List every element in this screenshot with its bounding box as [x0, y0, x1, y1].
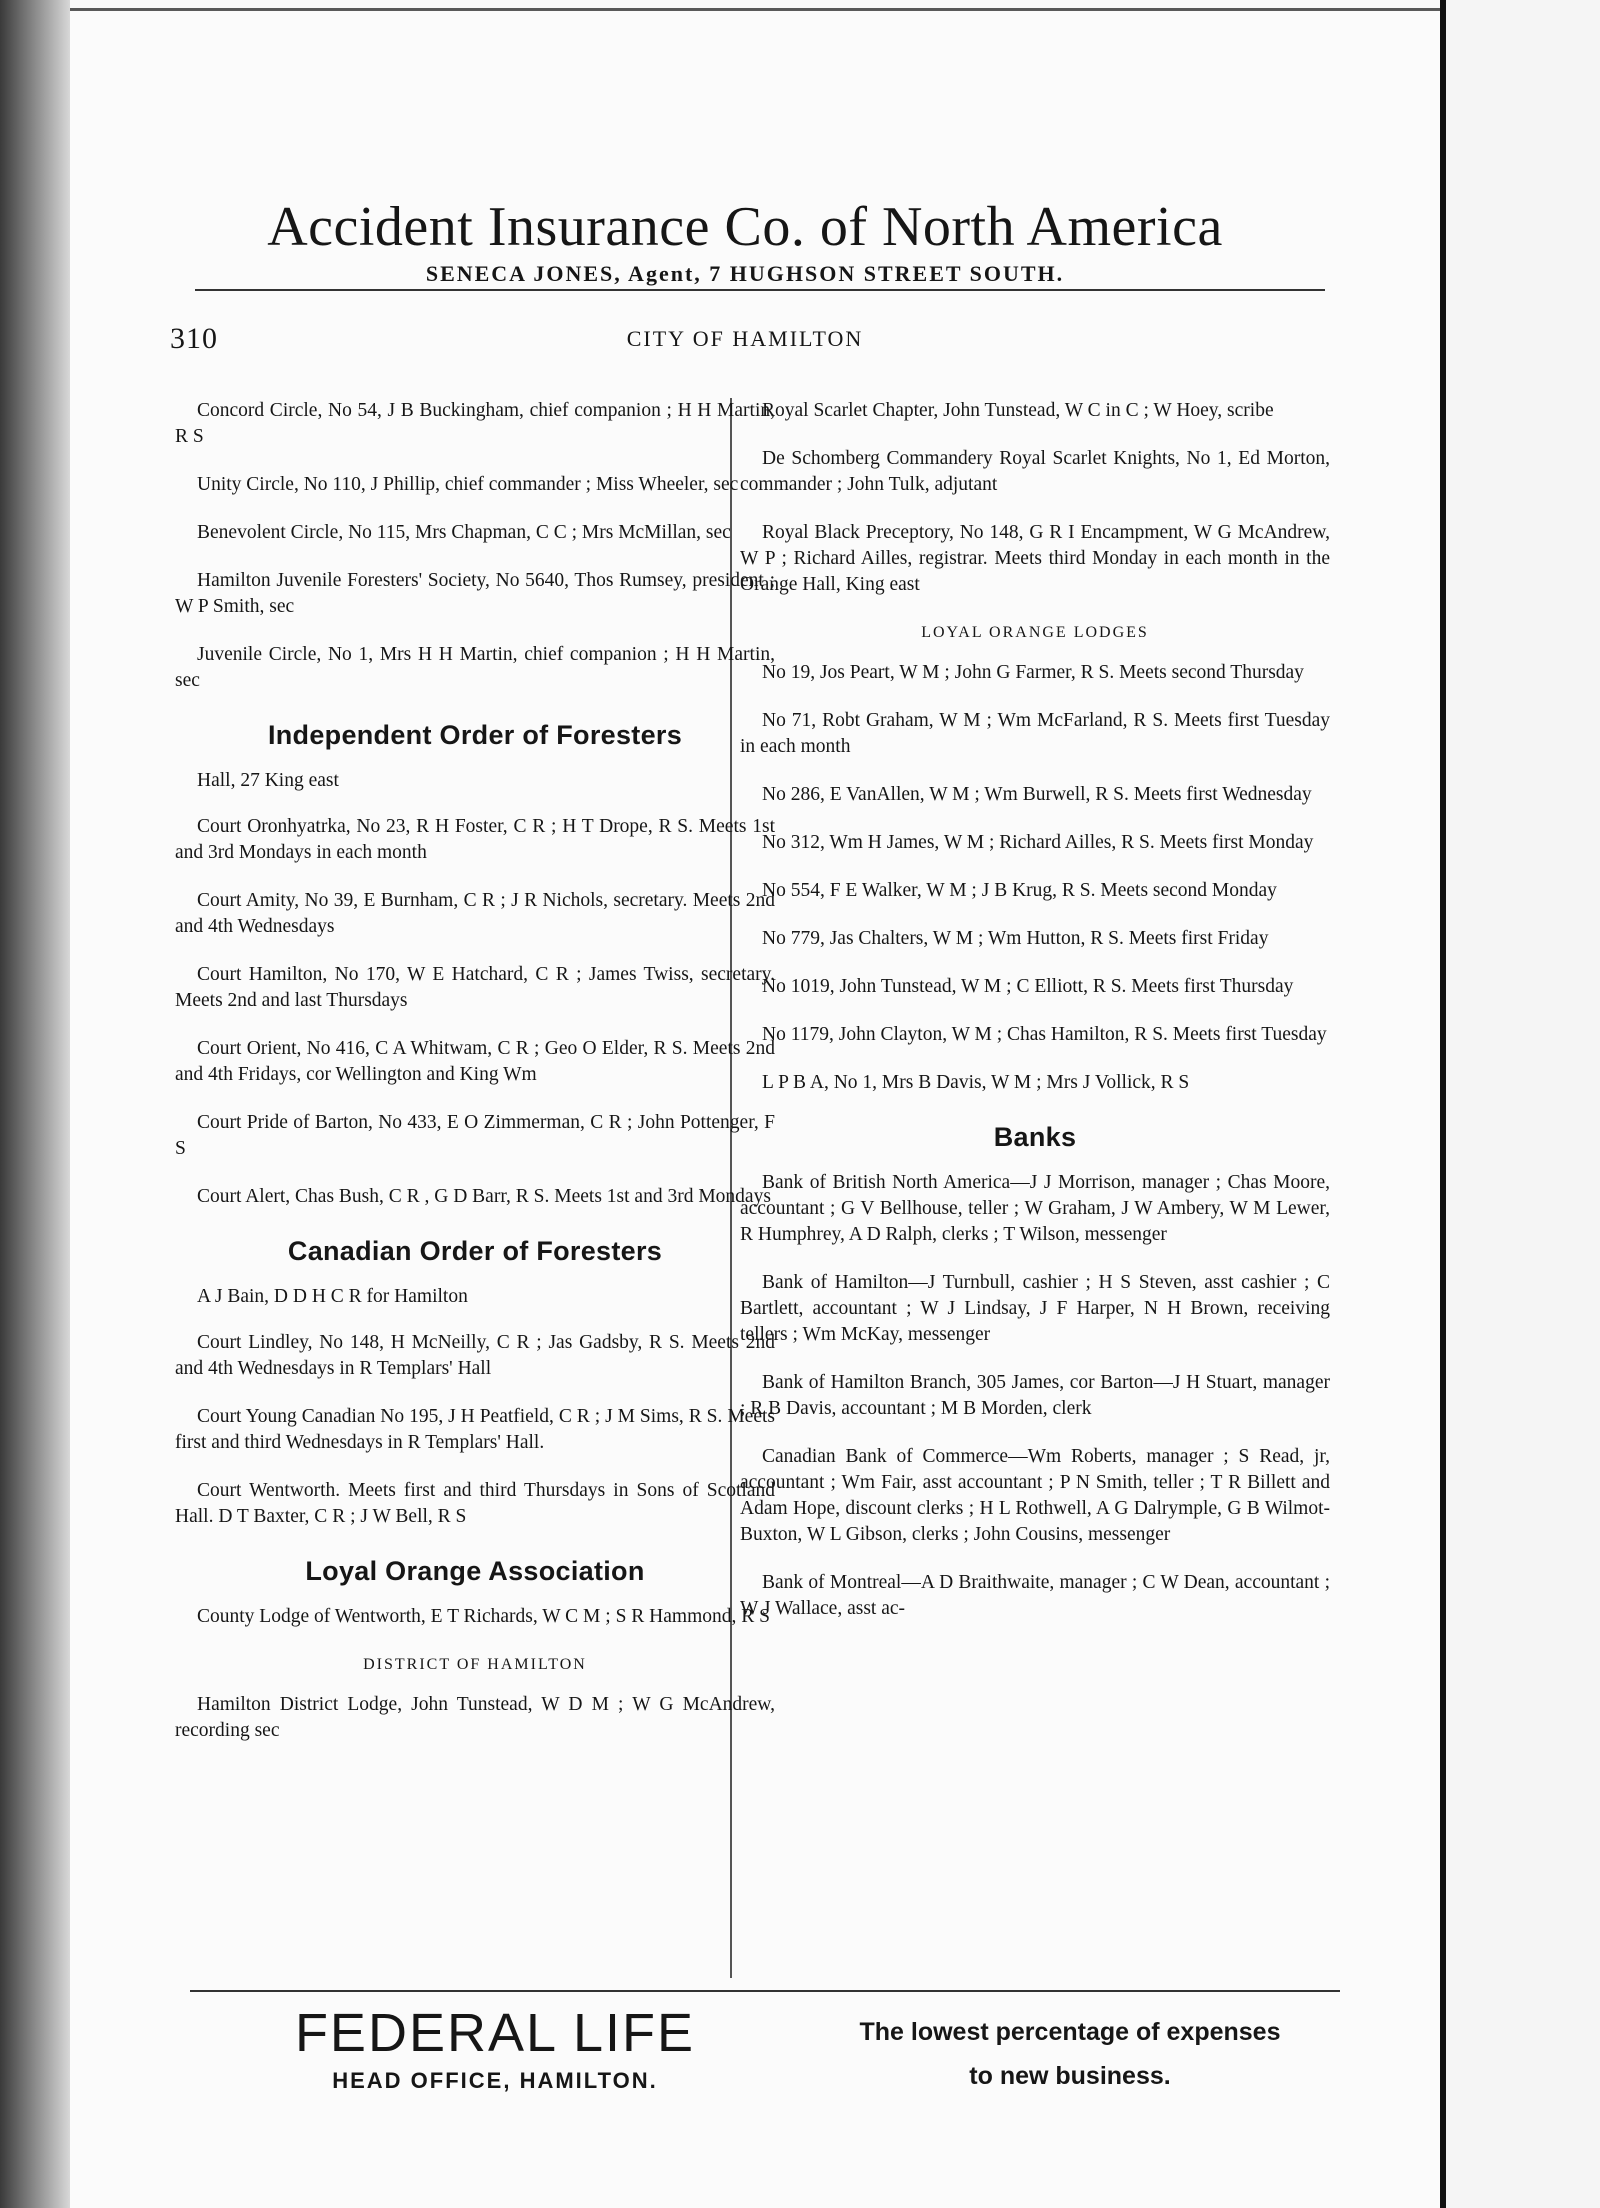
list-item: No 1179, John Clayton, W M ; Chas Hamilton, R S. Meets first Tuesday — [762, 1024, 1327, 1045]
page-number: 310 — [170, 322, 218, 355]
bottom-left-advertisement — [200, 2002, 790, 2094]
bottom-right-advertisement — [790, 2010, 1350, 2098]
list-item: No 779, Jas Chalters, W M ; Wm Hutton, R S. Meets first Friday — [762, 928, 1269, 949]
binding-shadow — [0, 0, 70, 2208]
section-heading-cof: Canadian Order of Foresters — [287, 1236, 663, 1266]
list-item: Hamilton District Lodge, John Tunstead, W D M ; W G McAndrew, recording sec — [175, 1694, 775, 1741]
district-subheading: DISTRICT OF HAMILTON — [363, 1656, 587, 1673]
list-item: Bank of Hamilton—J Turnbull, cashier ; H S Steven, asst cashier ; C Bartlett, accountant ; W J Lindsay, J F Harper, N H Brown, receiving tellers ; Wm McKay, messenger — [740, 1272, 1330, 1345]
list-item: Court Hamilton, No 170, W E Hatchard, C R ; James Twiss, secretary. Meets 2nd and last Thursdays — [175, 964, 775, 1011]
page-edge-line — [1440, 0, 1446, 2208]
list-item: Court Amity, No 39, E Burnham, C R ; J R Nichols, secretary. Meets 2nd and 4th Wednesdays — [175, 890, 775, 937]
list-item: Court Orient, No 416, C A Whitwam, C R ; Geo O Elder, R S. Meets 2nd and 4th Fridays, cor Wellington and King Wm — [175, 1038, 775, 1085]
list-item: Canadian Bank of Commerce—Wm Roberts, manager ; S Read, jr, accountant ; Wm Fair, asst accountant ; P N Smith, teller ; T R Billett and Adam Hope, discount clerks ; H L Rothwell, A G Dalrymple, G B Wilmot-Buxton, W L Gibson, clerks ; John Cousins, messenger — [740, 1446, 1330, 1545]
left-column — [175, 398, 775, 1766]
list-item: No 286, E VanAllen, W M ; Wm Burwell, R S. Meets first Wednesday — [762, 784, 1312, 805]
list-item: Royal Black Preceptory, No 148, G R I Encampment, W G McAndrew, W P ; Richard Ailles, registrar. Meets third Monday in each month in the Orange Hall, King east — [740, 522, 1330, 595]
right-column — [740, 398, 1330, 1644]
list-item: No 71, Robt Graham, W M ; Wm McFarland, R S. Meets first Tuesday in each month — [740, 710, 1330, 757]
list-item: No 554, F E Walker, W M ; J B Krug, R S. Meets second Monday — [762, 880, 1277, 901]
adjacent-page-edge — [1436, 0, 1600, 2208]
iof-hall: Hall, 27 King east — [197, 770, 339, 791]
page-top-line — [70, 8, 1440, 11]
list-item: Court Alert, Chas Bush, C R , G D Barr, R S. Meets 1st and 3rd Mondays — [197, 1186, 771, 1207]
list-item: Benevolent Circle, No 115, Mrs Chapman, C C ; Mrs McMillan, sec — [197, 522, 731, 543]
list-item: Court Pride of Barton, No 433, E O Zimmerman, C R ; John Pottenger, F S — [175, 1112, 775, 1159]
list-item: L P B A, No 1, Mrs B Davis, W M ; Mrs J Vollick, R S — [762, 1072, 1190, 1093]
list-item: No 312, Wm H James, W M ; Richard Ailles, R S. Meets first Monday — [762, 832, 1314, 853]
list-item: Bank of British North America—J J Morrison, manager ; Chas Moore, accountant ; G V Bellhouse, teller ; W Graham, J W Ambery, W M Lewer, R Humphrey, A D Ralph, clerks ; T Wilson, messenger — [740, 1172, 1330, 1245]
bottom-ad-title: FEDERAL LIFE — [294, 2003, 696, 2063]
list-item: Hamilton Juvenile Foresters' Society, No 5640, Thos Rumsey, president ; W P Smith, sec — [175, 570, 775, 617]
list-item: Bank of Montreal—A D Braithwaite, manager ; C W Dean, accountant ; W J Wallace, asst ac- — [740, 1572, 1330, 1619]
top-rule — [195, 289, 1325, 291]
bottom-ad-subtitle: HEAD OFFICE, HAMILTON. — [332, 2068, 658, 2093]
top-advertisement — [170, 195, 1320, 287]
list-item: No 1019, John Tunstead, W M ; C Elliott, R S. Meets first Thursday — [762, 976, 1294, 997]
list-item: Court Oronhyatrka, No 23, R H Foster, C R ; H T Drope, R S. Meets 1st and 3rd Mondays in each month — [175, 816, 775, 863]
list-item: No 19, Jos Peart, W M ; John G Farmer, R S. Meets second Thursday — [762, 662, 1304, 683]
list-item: Concord Circle, No 54, J B Buckingham, chief companion ; H H Martin, R S — [175, 400, 775, 447]
running-title: CITY OF HAMILTON — [626, 326, 864, 351]
list-item: De Schomberg Commandery Royal Scarlet Knights, No 1, Ed Morton, commander ; John Tulk, adjutant — [740, 448, 1330, 495]
list-item: Juvenile Circle, No 1, Mrs H H Martin, chief companion ; H H Martin, sec — [175, 644, 775, 691]
section-heading-iof: Independent Order of Foresters — [267, 720, 683, 750]
list-item: County Lodge of Wentworth, E T Richards, W C M ; S R Hammond, R S — [197, 1606, 770, 1627]
top-ad-title: Accident Insurance Co. of North America — [267, 196, 1223, 258]
list-item: Court Young Canadian No 195, J H Peatfield, C R ; J M Sims, R S. Meets first and third Wednesdays in R Templars' Hall. — [175, 1406, 775, 1453]
section-heading-banks: Banks — [993, 1122, 1077, 1152]
lodges-subheading: LOYAL ORANGE LODGES — [921, 624, 1149, 641]
bottom-rule — [190, 1990, 1340, 1992]
list-item: Royal Scarlet Chapter, John Tunstead, W C in C ; W Hoey, scribe — [762, 400, 1274, 421]
section-heading-loa: Loyal Orange Association — [305, 1556, 645, 1586]
bottom-right-line-1: The lowest percentage of expenses — [859, 2018, 1281, 2046]
list-item: Bank of Hamilton Branch, 305 James, cor Barton—J H Stuart, manager ; R B Davis, accountant ; M B Morden, clerk — [740, 1372, 1330, 1419]
list-item: Court Wentworth. Meets first and third Thursdays in Sons of Scotland Hall. D T Baxter, C R ; J W Bell, R S — [175, 1480, 775, 1527]
running-head — [170, 322, 1320, 354]
top-ad-subtitle: SENECA JONES, Agent, 7 HUGHSON STREET SOUTH. — [425, 261, 1065, 286]
list-item: Unity Circle, No 110, J Phillip, chief commander ; Miss Wheeler, sec — [197, 474, 739, 495]
cof-intro: A J Bain, D D H C R for Hamilton — [197, 1286, 468, 1307]
bottom-right-line-2: to new business. — [969, 2062, 1171, 2090]
list-item: Court Lindley, No 148, H McNeilly, C R ; Jas Gadsby, R S. Meets 2nd and 4th Wednesdays in R Templars' Hall — [175, 1332, 775, 1379]
